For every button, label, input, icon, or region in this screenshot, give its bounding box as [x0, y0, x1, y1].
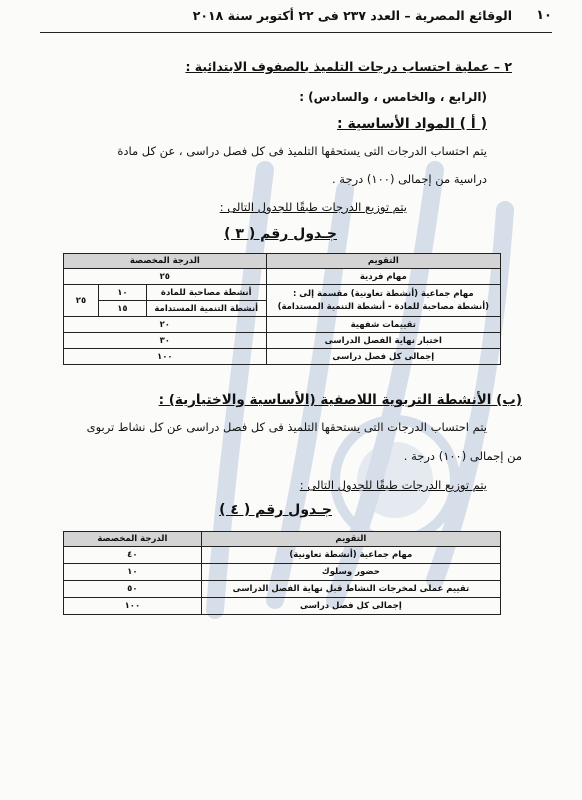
row-value: ٢٥ — [64, 269, 267, 285]
row-label: مهام جماعية (أنشطة تعاونية) — [201, 547, 500, 564]
page-number: ١٠ — [536, 8, 552, 23]
sub-row-value: ١٠ — [98, 285, 146, 301]
col-header-grade: الدرجة المخصصة — [64, 254, 267, 269]
row-value: ٢٠ — [64, 317, 267, 333]
row-value: ١٠ — [64, 564, 202, 581]
section-heading: ٢ – عملية احتساب درجات التلميذ بالصفوف الابتدائية : — [185, 59, 512, 74]
table-4-caption: جـدول رقم ( ٤ ) — [219, 502, 332, 518]
table-row — [64, 547, 501, 564]
subsection-a-distribution: يتم توزيع الدرجات طبقًا للجدول التالى : — [219, 200, 407, 214]
subsection-b-paragraph-line1: يتم احتساب الدرجات التى يستحقها التلميذ فى كل فصل دراسى عن كل نشاط تربوى — [86, 420, 487, 434]
grades-table-3 — [63, 253, 501, 365]
section-subheading: (الرابع ، والخامس ، والسادس) : — [299, 90, 487, 104]
subsection-b-paragraph-line2: من إجمالى (١٠٠) درجة . — [403, 449, 522, 463]
row-label: تقييم عملى لمخرجات النشاط قبل نهاية الفصل الدراسى — [201, 581, 500, 598]
row-label: اختبار نهاية الفصل الدراسى — [266, 333, 500, 349]
gazette-header-title: الوقائع المصرية – العدد ٢٣٧ فى ٢٢ أكتوبر سنة ٢٠١٨ — [192, 8, 512, 23]
row-value: ٤٠ — [64, 547, 202, 564]
table-row — [64, 564, 501, 581]
row-value: ١٠٠ — [64, 598, 202, 615]
row-label: تقييمات شفهية — [266, 317, 500, 333]
row-label: مهام فردية — [266, 269, 500, 285]
row-label-group — [266, 285, 500, 317]
row-label: حضور وسلوك — [201, 564, 500, 581]
row-value-group: ٢٥ — [64, 285, 99, 317]
row-label-line: (أنشطة مصاحبة للمادة - أنشطة التنمية المستدامة) — [277, 301, 490, 312]
col-header-evaluation: التقويم — [266, 254, 500, 269]
subsection-a-paragraph-line1: يتم احتساب الدرجات التى يستحقها التلميذ فى كل فصل دراسى ، عن كل مادة — [117, 144, 487, 158]
row-value: ١٠٠ — [64, 349, 267, 365]
subsection-a-heading: ( أ ) المواد الأساسية : — [337, 116, 487, 132]
table-row — [64, 581, 501, 598]
grades-table-4 — [63, 531, 501, 615]
table-3-caption: جـدول رقم ( ٣ ) — [224, 226, 337, 242]
sub-row-label: أنشطة التنمية المستدامة — [146, 301, 266, 317]
col-header-grade: الدرجة المخصصة — [64, 532, 202, 547]
row-label: إجمالى كل فصل دراسى — [201, 598, 500, 615]
subsection-b-heading: (ب) الأنشطة التربوية اللاصفية (الأساسية والاختيارية) : — [158, 392, 522, 408]
row-label-line: مهام جماعية (أنشطة تعاونية) مقسمة إلى : — [292, 288, 474, 299]
row-label: إجمالى كل فصل دراسى — [266, 349, 500, 365]
row-value: ٥٠ — [64, 581, 202, 598]
subsection-a-paragraph-line2: دراسية من إجمالى (١٠٠) درجة . — [332, 172, 487, 186]
table-row — [64, 598, 501, 615]
col-header-evaluation: التقويم — [201, 532, 500, 547]
sub-row-value: ١٥ — [98, 301, 146, 317]
header-divider — [40, 32, 552, 33]
sub-row-label: أنشطة مصاحبة للمادة — [146, 285, 266, 301]
subsection-b-distribution: يتم توزيع الدرجات طبقًا للجدول التالى : — [299, 478, 487, 492]
row-value: ٣٠ — [64, 333, 267, 349]
